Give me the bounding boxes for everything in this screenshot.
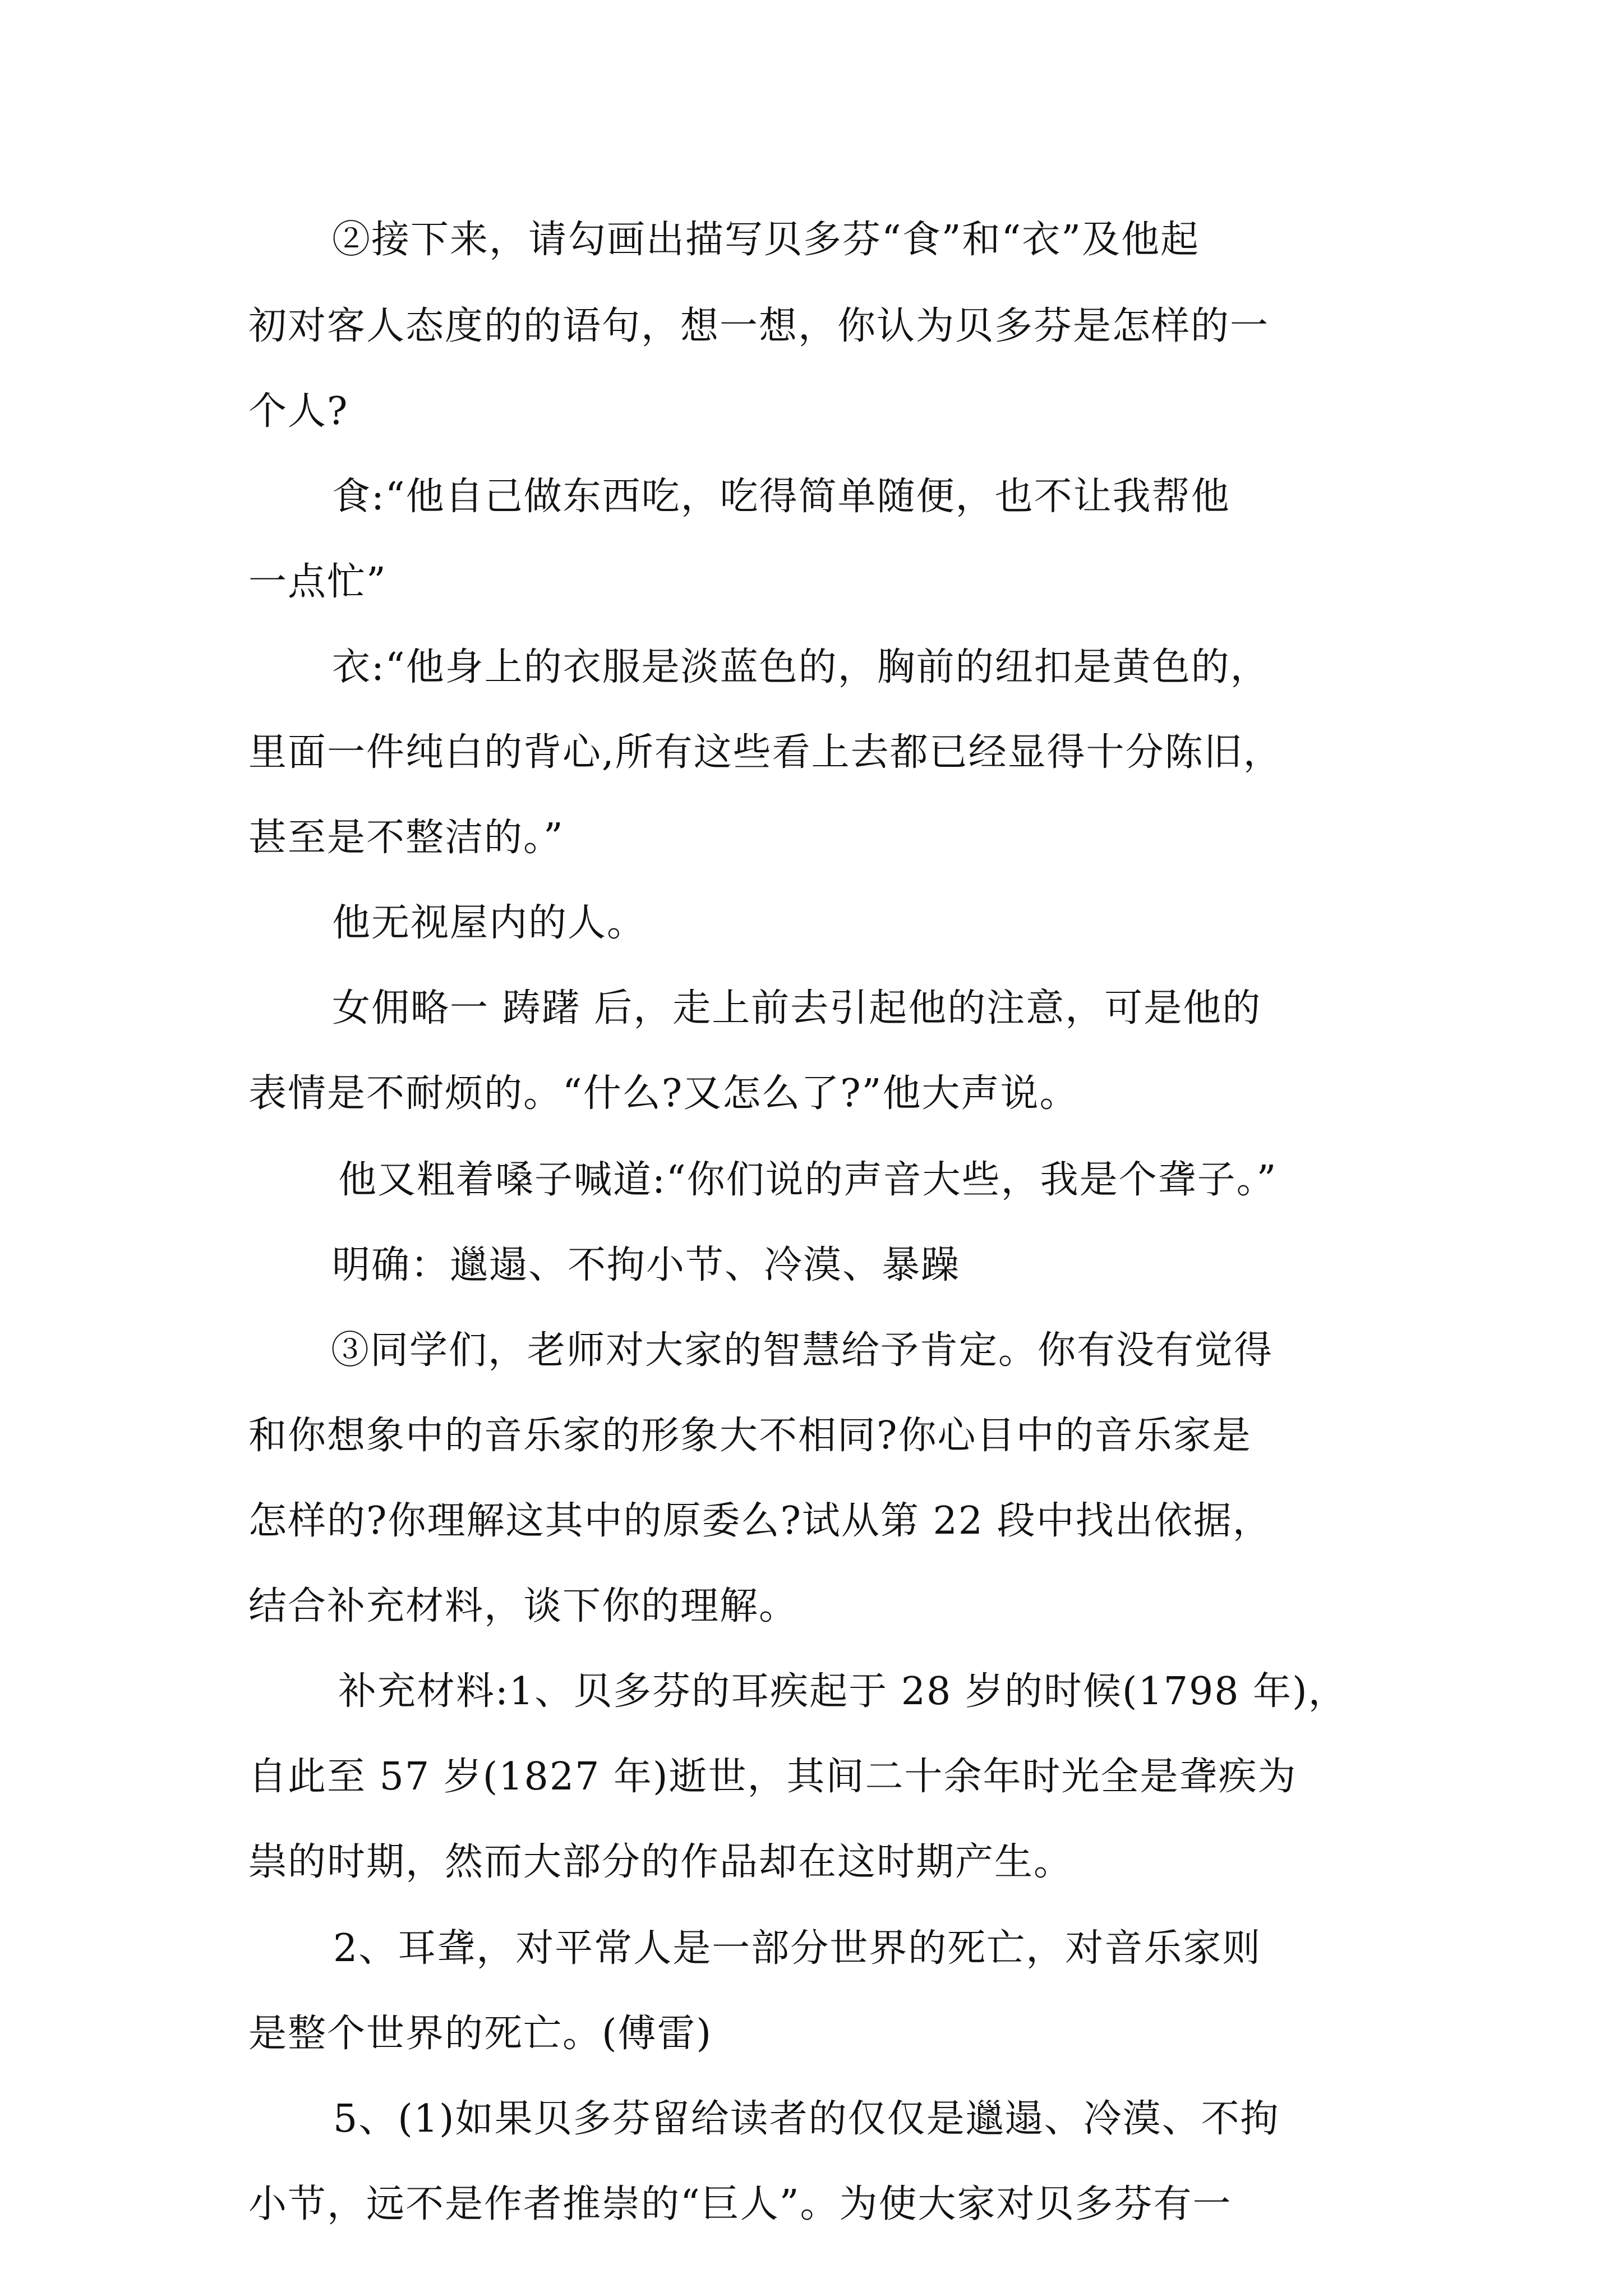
text-line: 一点忙” bbox=[248, 560, 387, 604]
text-line: 衣:“他身上的衣服是淡蓝色的，胸前的纽扣是黄色的， bbox=[332, 645, 1270, 689]
text-line: 小节，远不是作者推崇的“巨人”。为使大家对贝多芬有一 bbox=[248, 2182, 1232, 2226]
text-line: 个人? bbox=[248, 389, 349, 434]
text-line: 表情是不耐烦的。“什么?又怎么了?”他大声说。 bbox=[248, 1071, 1079, 1116]
text-line: 2、耳聋，对平常人是一部分世界的死亡，对音乐家则 bbox=[333, 1926, 1262, 1971]
text-line: ③同学们，老师对大家的智慧给予肯定。你有没有觉得 bbox=[331, 1328, 1274, 1373]
text-line: ②接下来，请勾画出描写贝多芬“食”和“衣”及他起 bbox=[332, 218, 1200, 262]
text-line: 结合补充材料，谈下你的理解。 bbox=[248, 1584, 799, 1628]
text-line: 是整个世界的死亡。(傅雷) bbox=[248, 2012, 713, 2056]
text-line: 祟的时期，然而大部分的作品却在这时期产生。 bbox=[248, 1840, 1073, 1884]
text-line: 他无视屋内的人。 bbox=[332, 901, 647, 945]
text-line: 自此至 57 岁(1827 年)逝世，其间二十余年时光全是聋疾为 bbox=[248, 1755, 1297, 1799]
text-line: 怎样的?你理解这其中的原委么?试从第 22 段中找出依据， bbox=[248, 1499, 1272, 1543]
text-line: 里面一件纯白的背心,所有这些看上去都已经显得十分陈旧， bbox=[248, 730, 1283, 775]
text-line: 他又粗着嗓子喊道:“你们说的声音大些，我是个聋子。” bbox=[338, 1158, 1278, 1202]
text-line: 和你想象中的音乐家的形象大不相同?你心目中的音乐家是 bbox=[248, 1414, 1252, 1458]
text-line: 明确：邋遢、不拘小节、冷漠、暴躁 bbox=[332, 1243, 961, 1287]
text-line: 补充材料:1、贝多芬的耳疾起于 28 岁的时候(1798 年)， bbox=[338, 1669, 1348, 1714]
text-line: 5、(1)如果贝多芬留给读者的仅仅是邋遢、冷漠、不拘 bbox=[333, 2097, 1280, 2141]
text-line: 女佣略一 踌躇 后，走上前去引起他的注意，可是他的 bbox=[332, 986, 1262, 1030]
text-line: 食:“他自己做东西吃，吃得简单随便，也不让我帮他 bbox=[332, 475, 1230, 519]
text-line: 甚至是不整洁的。” bbox=[248, 816, 564, 860]
text-line: 初对客人态度的的语句，想一想，你认为贝多芬是怎样的一 bbox=[248, 304, 1270, 348]
